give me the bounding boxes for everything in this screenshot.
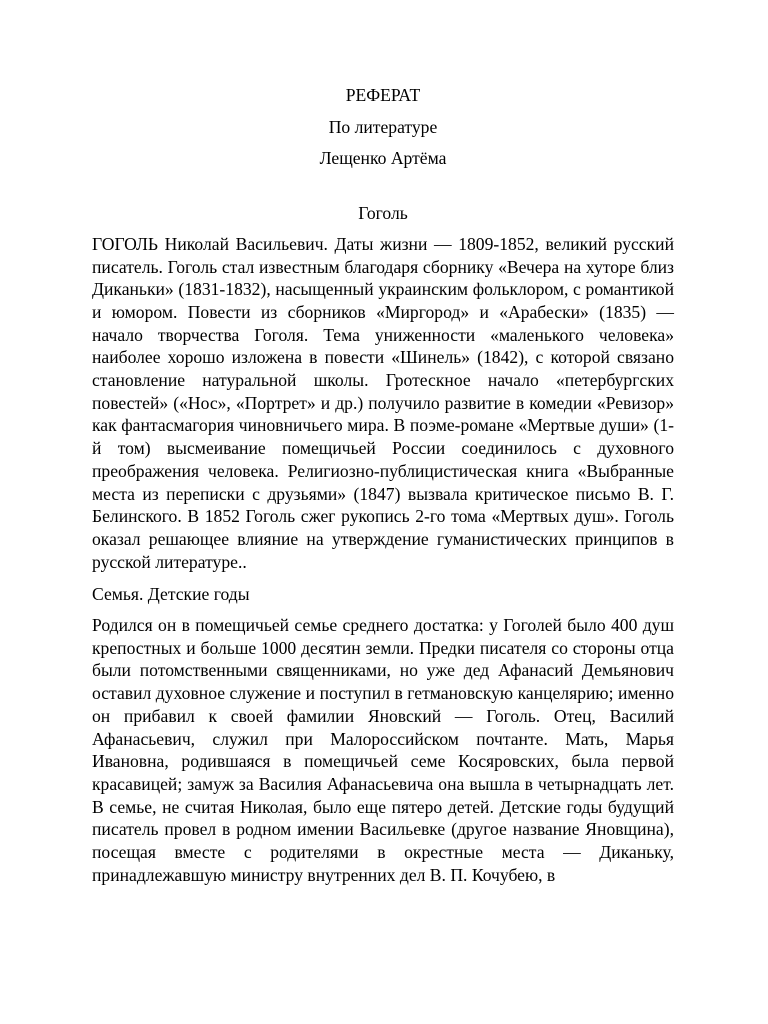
document-author: Лещенко Артёма [319,148,447,169]
section-title: Гоголь [358,203,408,224]
intro-paragraph: ГОГОЛЬ Николай Васильевич. Даты жизни — 1809-1852, великий русский писатель. Гоголь стал известным благодаря сборнику «Вечера на хуторе близ Диканьки» (1831-1832), насыщенный украинским фольклором, с романтикой и юмором. Повести из сборников «Миргород» и «Арабески» (1835) — начало творчества Гоголя. Тема униженности «маленького человека» наиболее хорошо изложена в повести «Шинель» (1842), с которой связано становление натуральной школы. Гротескное начало «петербургских повестей» («Нос», «Портрет» и др.) получило развитие в комедии «Ревизор» как фантасмагория чиновничьего мира. В поэме-романе «Мертвые души» (1-й том) высмеивание помещичьей России соединилось с духовного преображения человека. Религиозно-публицистическая книга «Выбранные места из переписки с друзьями» (1847) вызвала критическое письмо В. Г. Белинского. В 1852 Гоголь сжег рукопись 2-го тома «Мертвых душ». Гоголь оказал решающее влияние на утверждение гуманистических принципов в русской литературе.. [92,233,674,572]
document-page [92,84,674,887]
document-title: РЕФЕРАТ [345,85,421,105]
family-paragraph: Родился он в помещичьей семье среднего достатка: у Гоголей было 400 душ крепостных и больше 1000 десятин земли. Предки писателя со стороны отца были потомственными священниками, но уже дед Афанасий Демьянович оставил духовное служение и поступил в гетмановскую канцелярию; именно он прибавил к своей фамилии Яновский — Гоголь. Отец, Василий Афанасьевич, служил при Малороссийском почтанте. Мать, Марья Ивановна, родившаяся в помещичьей семе Косяровских, была первой красавицей; замуж за Василия Афанасьевича она вышла в четырнадцать лет. В семье, не считая Николая, было еще пятеро детей. Детские годы будущий писатель провел в родном имении Васильевке (другое название Яновщина), посещая вместе с родителями в окрестные места — Диканьку, принадлежавшую министру внутренних дел В. П. Кочубею, в [92,615,674,885]
family-heading: Семья. Детские годы [92,584,250,605]
document-subject: По литературе [328,116,438,137]
